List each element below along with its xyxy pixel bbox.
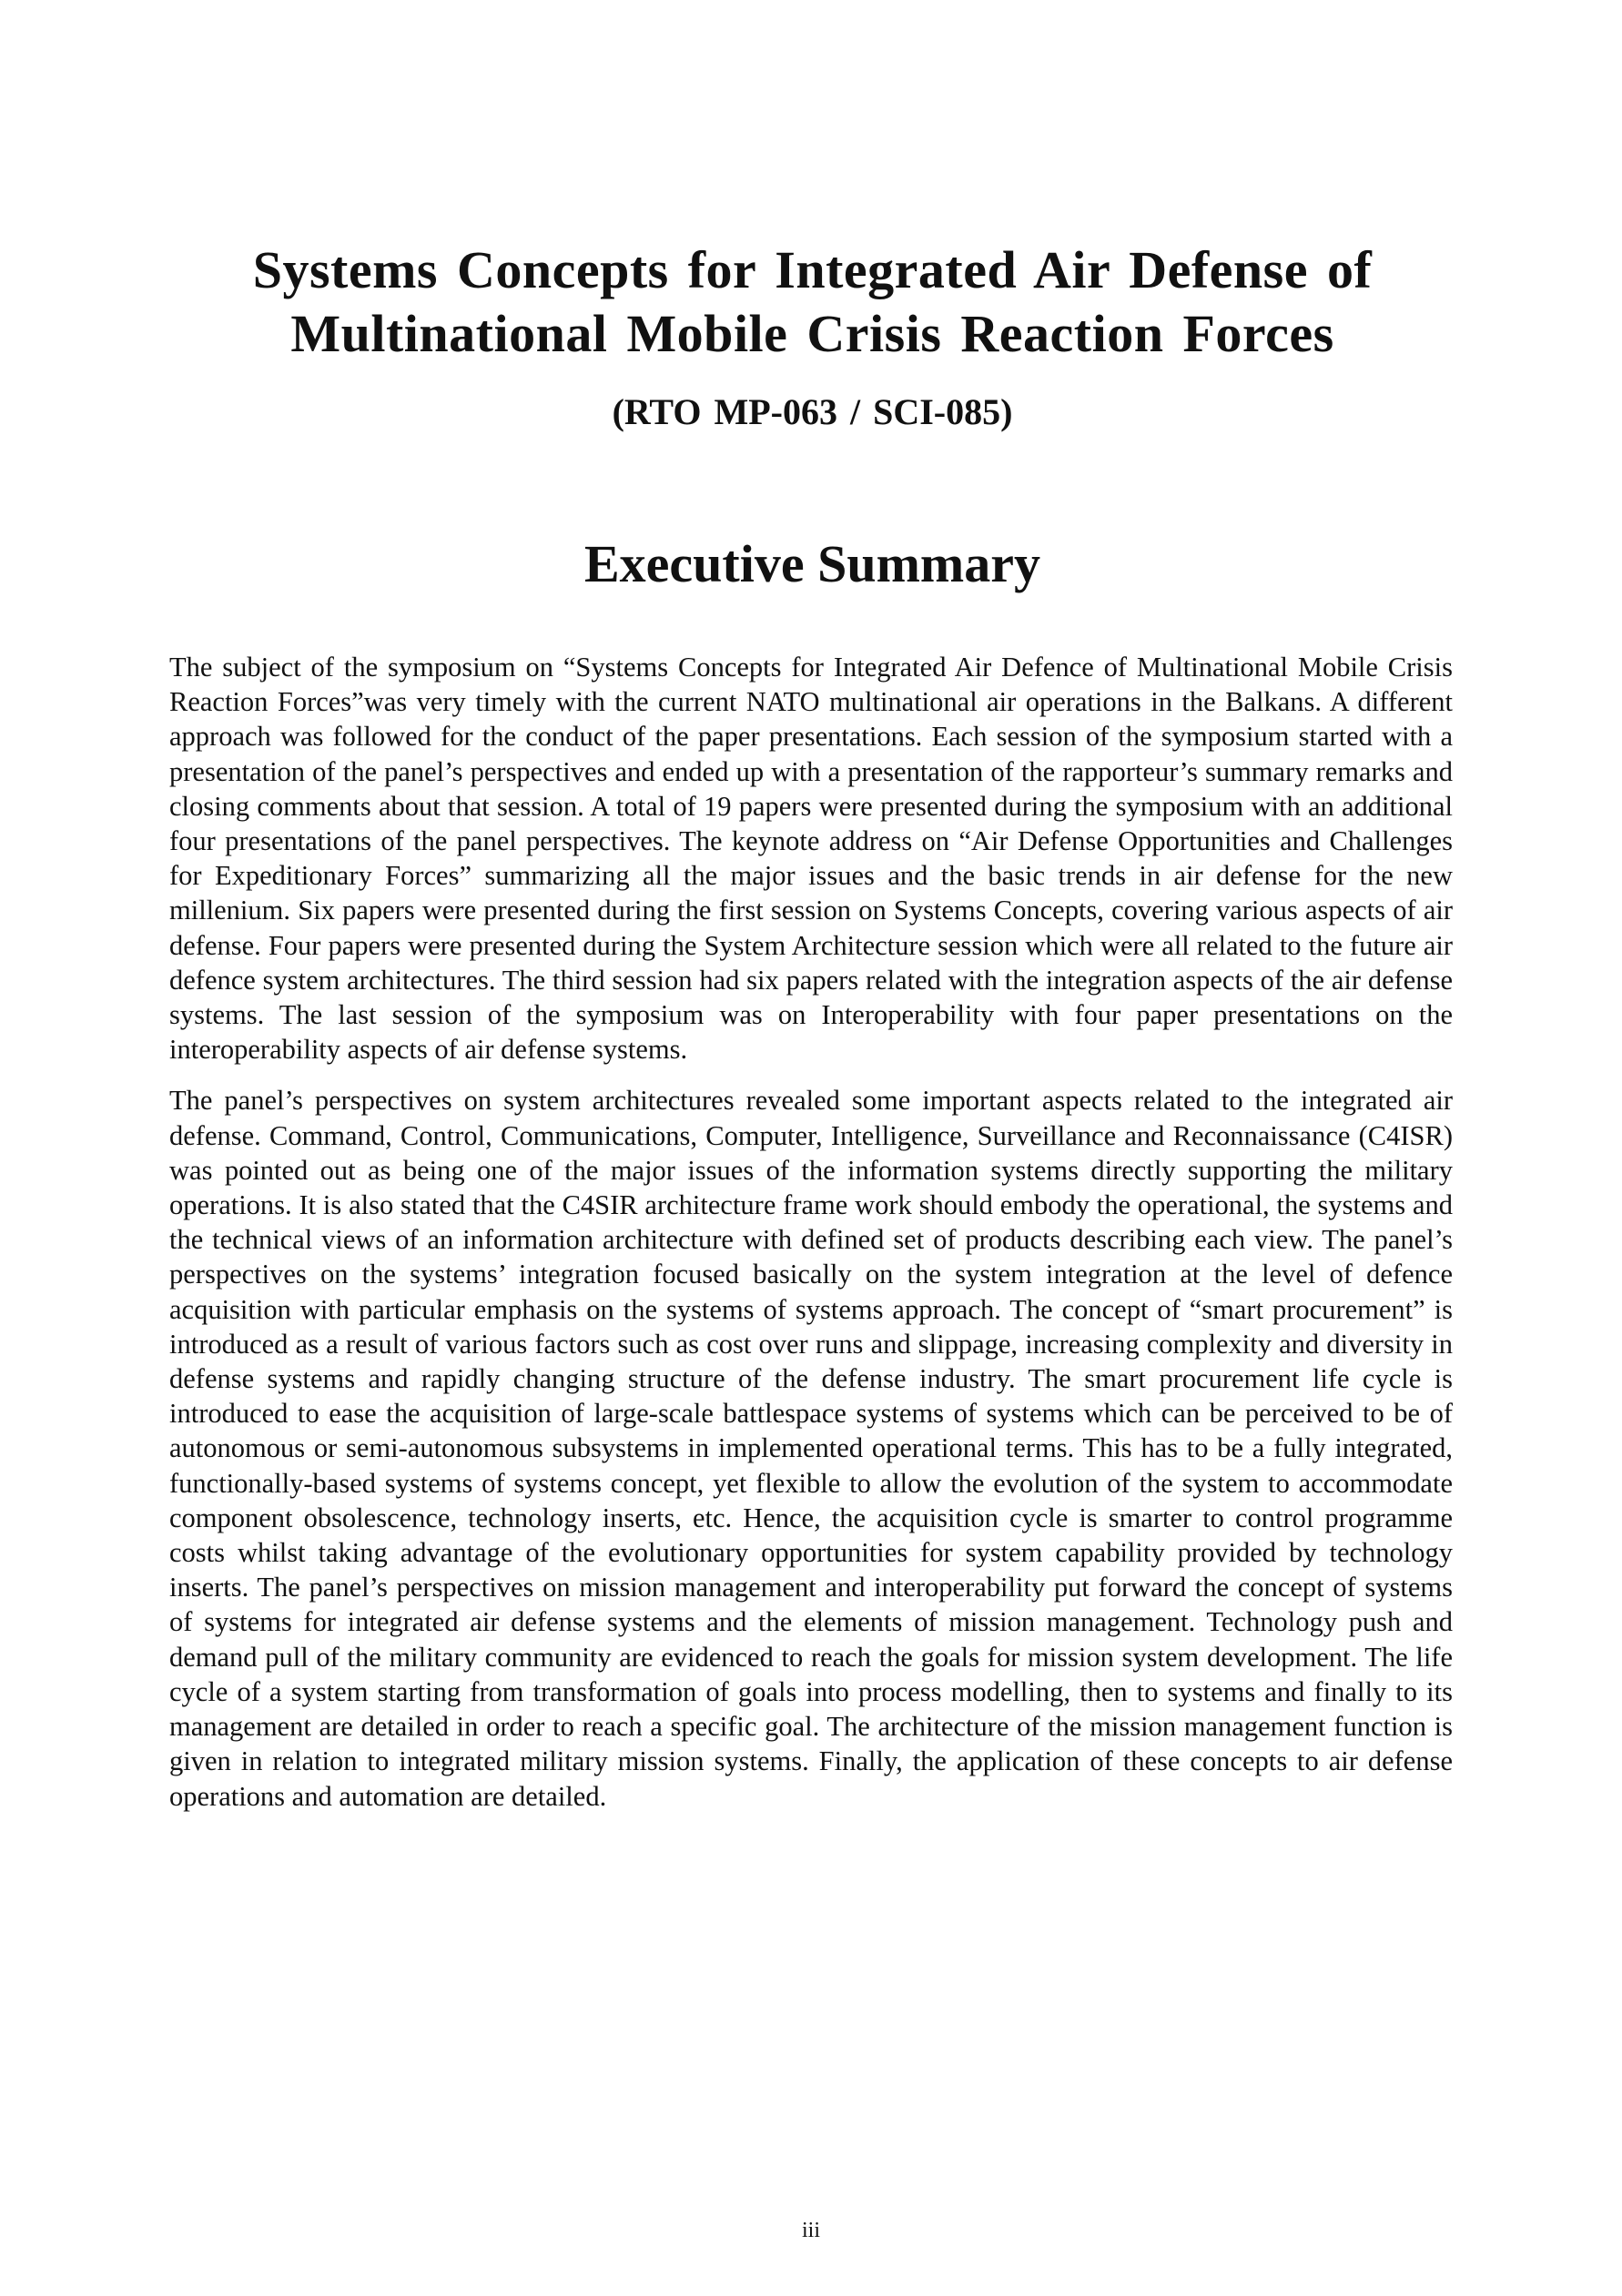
title-line-2: Multinational Mobile Crisis Reaction Forces [290, 304, 1334, 363]
section-heading: Executive Summary [584, 534, 1040, 593]
paragraph-1: The subject of the symposium on “Systems Concepts for Integrated Air Defence of Multinational Mobile Crisis Reaction Forces”was very timely with the current NATO multinational air operations in the Balkans. A different approach was followed for the conduct of the paper presentations. Each session of the symposium started with a presentation of the panel’s perspectives and ended up with a presentation of the rapporteur’s summary remarks and closing comments about that session. A total of 19 papers were presented during the symposium with an additional four presentations of the panel perspectives. The keynote address on “Air Defense Opportunities and Challenges for Expeditionary Forces” summarizing all the major issues and the basic trends in air defense for the new millenium. Six papers were presented during the first session on Systems Concepts, covering various aspects of air defense. Four papers were presented during the System Architecture session which were all related to the future air defence system architectures. The third session had six papers related with the integration aspects of the air defense systems. The last session of the symposium was on Interoperability with four paper presentations on the interoperability aspects of air defense systems. [169, 652, 1453, 1066]
paragraph-2: The panel’s perspectives on system architectures revealed some important aspects related to the integrated air defense. Command, Control, Communications, Computer, Intelligence, Surveillance and Reconnaissance (C4ISR) was pointed out as being one of the major issues of the information systems directly supporting the military operations. It is also stated that the C4SIR architecture frame work should embody the operational, the systems and the technical views of an information architecture with defined set of products describing each view. The panel’s perspectives on the systems’ integration focused basically on the system integration at the level of defence acquisition with particular emphasis on the systems of systems approach. The concept of “smart procurement” is introduced as a result of various factors such as cost over runs and slippage, increasing complexity and diversity in defense systems and rapidly changing structure of the defense industry. The smart procurement life cycle is introduced to ease the acquisition of large-scale battlespace systems of systems which can be perceived to be of autonomous or semi-autonomous subsystems in implemented operational terms. This has to be a fully integrated, functionally-based systems of systems concept, yet flexible to allow the evolution of the system to accommodate component obsolescence, technology inserts, etc. Hence, the acquisition cycle is smarter to control programme costs whilst taking advantage of the evolutionary opportunities for system capability provided by technology inserts. The panel’s perspectives on mission management and interoperability put forward the concept of systems of systems for integrated air defense systems and the elements of mission management. Technology push and demand pull of the military community are evidenced to reach the goals for mission system development. The life cycle of a system starting from transformation of goals into process modelling, then to systems and finally to its management are detailed in order to reach a specific goal. The architecture of the mission management function is given in relation to integrated military mission systems. Finally, the application of these concepts to air defense operations and automation are detailed. [169, 1085, 1453, 1812]
title-block [173, 238, 1452, 435]
page-number: iii [801, 2219, 820, 2242]
document-subtitle: (RTO MP-063 / SCI-085) [612, 391, 1013, 432]
document-title [173, 238, 1452, 366]
title-line-1: Systems Concepts for Integrated Air Defense of [252, 240, 1373, 299]
body-text [169, 650, 1453, 1830]
